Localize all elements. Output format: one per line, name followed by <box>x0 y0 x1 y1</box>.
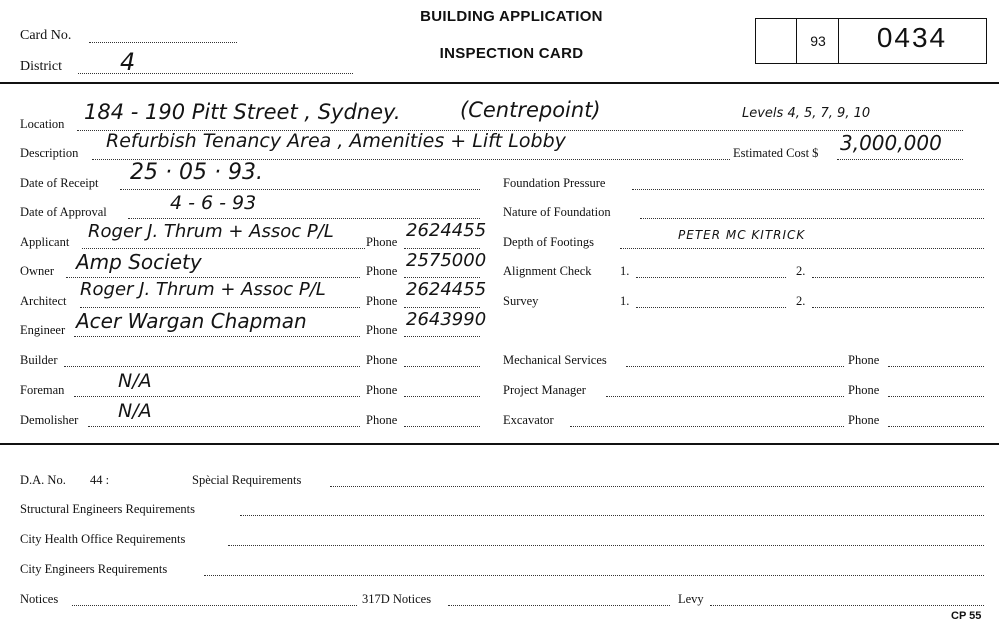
applicant-value: Roger J. Thrum + Assoc P/L <box>88 221 334 242</box>
builder-phone-field[interactable] <box>404 366 480 367</box>
estimated-cost-label: Estimated Cost $ <box>733 146 819 160</box>
excavator-field[interactable] <box>570 426 844 427</box>
card-year: 93 <box>810 33 826 49</box>
da-no-label: D.A. No. <box>20 473 66 487</box>
engineer-label: Engineer <box>20 323 66 337</box>
location-value: 184 - 190 Pitt Street , Sydney. <box>84 100 401 124</box>
owner-phone-value: 2575000 <box>406 250 487 271</box>
box-divider <box>838 19 839 63</box>
builder-phone-label: Phone <box>366 353 398 367</box>
alignment-check-1-field[interactable] <box>636 277 786 278</box>
city-health-field[interactable] <box>228 545 984 546</box>
location-label: Location <box>20 117 65 131</box>
notices-317d-field[interactable] <box>448 605 670 606</box>
notices-label: Notices <box>20 592 59 606</box>
levy-label: Levy <box>678 592 704 606</box>
applicant-label: Applicant <box>20 235 70 249</box>
notices-field[interactable] <box>72 605 357 606</box>
estimated-cost-field[interactable] <box>837 159 963 160</box>
demolisher-label: Demolisher <box>20 413 79 427</box>
levy-field[interactable] <box>710 605 984 606</box>
nature-of-foundation-label: Nature of Foundation <box>503 205 611 219</box>
demolisher-phone-label: Phone <box>366 413 398 427</box>
card-no-field[interactable] <box>89 42 237 43</box>
project-manager-label: Project Manager <box>503 383 586 397</box>
nature-of-foundation-field[interactable] <box>640 218 984 219</box>
survey-1-field[interactable] <box>636 307 786 308</box>
date-of-approval-field[interactable] <box>128 218 480 219</box>
survey-label: Survey <box>503 294 539 308</box>
mechanical-services-label: Mechanical Services <box>503 353 607 367</box>
owner-phone-label: Phone <box>366 264 398 278</box>
engineer-phone-label: Phone <box>366 323 398 337</box>
notices-317d-label: 317D Notices <box>362 592 432 606</box>
foreman-phone-field[interactable] <box>404 396 480 397</box>
mechanical-services-field[interactable] <box>626 366 844 367</box>
architect-phone-field[interactable] <box>404 307 480 308</box>
mechanical-services-phone-label: Phone <box>848 353 880 367</box>
da-no-value: 44 : <box>90 473 110 487</box>
box-divider <box>796 19 797 63</box>
district-label: District <box>20 59 62 74</box>
owner-label: Owner <box>20 264 55 278</box>
engineer-value: Acer Wargan Chapman <box>76 309 307 333</box>
demolisher-phone-field[interactable] <box>404 426 480 427</box>
excavator-phone-label: Phone <box>848 413 880 427</box>
structural-engineers-label: Structural Engineers Requirements <box>20 502 195 516</box>
demolisher-field[interactable] <box>88 426 360 427</box>
estimated-cost-value: 3,000,000 <box>840 131 942 155</box>
depth-of-footings-value: PETER MC KITRICK <box>678 228 806 242</box>
applicant-field[interactable] <box>82 248 365 249</box>
owner-field[interactable] <box>66 277 360 278</box>
architect-value: Roger J. Thrum + Assoc P/L <box>80 279 326 300</box>
card-no-label: Card No. <box>20 28 72 43</box>
alignment-check-label: Alignment Check <box>503 264 592 278</box>
project-manager-phone-field[interactable] <box>888 396 984 397</box>
foreman-value: N/A <box>118 370 152 392</box>
engineer-phone-value: 2643990 <box>406 309 487 330</box>
architect-field[interactable] <box>80 307 360 308</box>
survey-2-label: 2. <box>796 294 806 308</box>
description-label: Description <box>20 146 79 160</box>
alignment-check-1-label: 1. <box>620 264 630 278</box>
applicant-phone-value: 2624455 <box>406 220 487 241</box>
builder-label: Builder <box>20 353 58 367</box>
builder-field[interactable] <box>64 366 360 367</box>
foundation-pressure-field[interactable] <box>632 189 984 190</box>
architect-label: Architect <box>20 294 67 308</box>
date-of-approval-value: 4 - 6 - 93 <box>170 192 257 214</box>
demolisher-value: N/A <box>118 400 152 422</box>
survey-1-label: 1. <box>620 294 630 308</box>
applicant-phone-label: Phone <box>366 235 398 249</box>
mechanical-services-phone-field[interactable] <box>888 366 984 367</box>
city-health-label: City Health Office Requirements <box>20 532 186 546</box>
owner-phone-field[interactable] <box>404 277 480 278</box>
foreman-field[interactable] <box>74 396 360 397</box>
form-title: BUILDING APPLICATION <box>420 8 603 25</box>
levels-note: Levels 4, 5, 7, 9, 10 <box>742 106 871 121</box>
header-rule <box>0 82 999 84</box>
date-of-receipt-label: Date of Receipt <box>20 176 99 190</box>
foundation-pressure-label: Foundation Pressure <box>503 176 606 190</box>
engineer-phone-field[interactable] <box>404 336 480 337</box>
structural-engineers-field[interactable] <box>240 515 984 516</box>
architect-phone-label: Phone <box>366 294 398 308</box>
owner-value: Amp Society <box>76 250 202 274</box>
project-manager-field[interactable] <box>606 396 844 397</box>
date-of-approval-label: Date of Approval <box>20 205 107 219</box>
survey-2-field[interactable] <box>812 307 984 308</box>
form-code: CP 55 <box>951 610 982 622</box>
special-requirements-field[interactable] <box>330 486 984 487</box>
foreman-label: Foreman <box>20 383 65 397</box>
foreman-phone-label: Phone <box>366 383 398 397</box>
date-of-receipt-value: 25 · 05 · 93. <box>130 160 263 185</box>
applicant-phone-field[interactable] <box>404 248 480 249</box>
engineer-field[interactable] <box>74 336 360 337</box>
section-rule <box>0 443 999 445</box>
description-value: Refurbish Tenancy Area , Amenities + Lift Lobby <box>106 130 566 152</box>
district-value: 4 <box>120 48 136 76</box>
city-engineers-label: City Engineers Requirements <box>20 562 168 576</box>
depth-of-footings-field[interactable] <box>620 248 984 249</box>
alignment-check-2-label: 2. <box>796 264 806 278</box>
architect-phone-value: 2624455 <box>406 279 487 300</box>
depth-of-footings-label: Depth of Footings <box>503 235 594 249</box>
date-of-receipt-field[interactable] <box>120 189 480 190</box>
special-requirements-label: Spècial Requirements <box>192 473 302 487</box>
excavator-label: Excavator <box>503 413 554 427</box>
form-subtitle: INSPECTION CARD <box>439 45 584 62</box>
excavator-phone-field[interactable] <box>888 426 984 427</box>
project-manager-phone-label: Phone <box>848 383 880 397</box>
alignment-check-2-field[interactable] <box>812 277 984 278</box>
city-engineers-field[interactable] <box>204 575 984 576</box>
card-number: 0434 <box>876 22 948 53</box>
location-centrepoint: (Centrepoint) <box>460 98 601 122</box>
